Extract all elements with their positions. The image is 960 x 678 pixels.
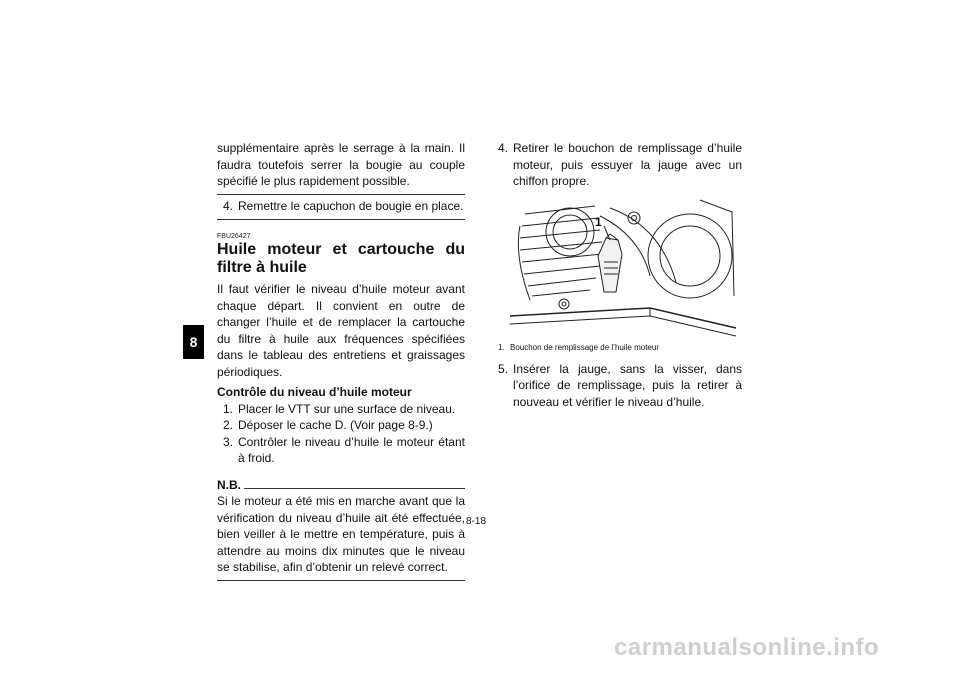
intro-paragraph: supplémentaire après le serrage à la main. Il faudra toutefois serrer la bougie au couple spécifié le plus rapidement possible. (217, 141, 465, 188)
callout-number: 1 (595, 214, 602, 229)
caption-text: Bouchon de remplissage de l’huile moteur (510, 342, 659, 352)
section-heading: Huile moteur et cartouche du filtre à huile (217, 241, 465, 276)
step-item (223, 434, 465, 467)
step-number: 1. (223, 401, 234, 416)
note-label: N.B. (217, 477, 241, 492)
caption-number: 1. (498, 342, 505, 352)
step-text: Remettre le capuchon de bougie en place. (238, 198, 464, 213)
engine-oil-filler-illustration (500, 196, 740, 338)
step-text: Insérer la jauge, sans la visser, dans l’orifice de remplissage, puis la retirer à nouveau et vérifier le niveau d’huile. (513, 361, 742, 409)
step-text: Placer le VTT sur une surface de niveau. (238, 401, 456, 416)
step-number: 2. (223, 418, 234, 432)
step-item (223, 417, 465, 434)
note-header (217, 477, 465, 494)
divider (217, 194, 465, 195)
left-column (217, 140, 465, 581)
step-text: Contrôler le niveau d’huile le moteur étant à froid. (238, 434, 465, 465)
section-code: FBU26427 (217, 233, 251, 240)
steps-list (217, 401, 465, 467)
page-number: 8-18 (466, 516, 487, 527)
section-paragraph: Il faut vérifier le niveau d’huile moteur avant chaque départ. Il convient en outre de changer l’huile et de remplacer la cartouche du filtre à huile aux fréquences spécifiées dans le tableau des entretiens et graissages périodiques. (217, 282, 465, 379)
watermark: carmanualsonline.info (614, 634, 880, 661)
divider (217, 219, 465, 220)
figure-caption (498, 342, 742, 353)
step-number: 5. (498, 361, 509, 376)
step-number: 4. (498, 141, 509, 155)
step-item (223, 401, 465, 418)
step-number: 3. (223, 434, 234, 449)
step-text: Déposer le cache D. (Voir page 8-9.) (238, 418, 433, 432)
step-item (498, 140, 742, 190)
chapter-tab: 8 (183, 325, 204, 359)
step-number: 4. (223, 198, 234, 213)
divider (217, 580, 465, 581)
right-column (498, 140, 742, 410)
step-text: Retirer le bouchon de remplissage d’huile moteur, puis essuyer la jauge avec un chiffon propre. (513, 141, 742, 188)
note-text: Si le moteur a été mis en marche avant que la vérification du niveau d’huile ait été effectuée, bien veiller à le mettre en température, puis à attendre au moins dix minutes que le niveau se stabilise, afin d’obtenir un relevé correct. (217, 494, 465, 574)
step-item (498, 361, 742, 411)
step-item (217, 198, 465, 215)
note-rule (244, 488, 465, 489)
subheading: Contrôle du niveau d’huile moteur (217, 385, 412, 399)
